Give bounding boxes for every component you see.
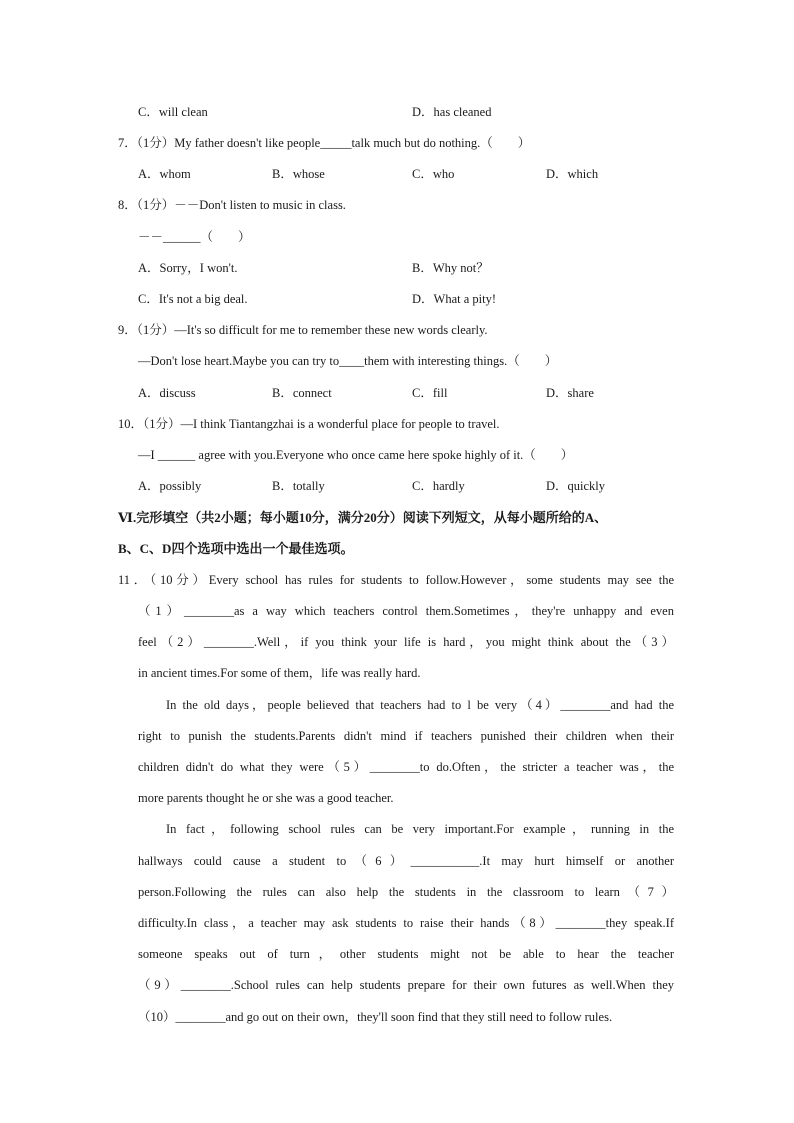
q7-stem xyxy=(0,134,794,152)
passage-line: someone speaks out of turn，other students might not be able to hear the teacher xyxy=(138,947,674,961)
q10-option-c: C．hardly xyxy=(412,479,465,493)
q7-option-d: D．which xyxy=(546,167,599,181)
passage-line: children didn't do what they were（5）________to do.Often，the stricter a teacher was，the xyxy=(138,760,674,774)
section-heading-line-1: Ⅵ.完形填空（共2小题；每小题10分，满分20分）阅读下列短文，从每小题所给的A、 xyxy=(118,510,608,525)
section-heading-cloze xyxy=(0,509,794,527)
q8-reply-text: －－______（ ） xyxy=(138,230,251,244)
q10-options-row xyxy=(0,477,794,495)
q7-option-c: C．who xyxy=(412,167,455,181)
q7-stem-text: 7．（1分）My father doesn't like people_____talk much but do nothing.（ ） xyxy=(118,136,531,150)
passage-line: hallways could cause a student to（6）___________.It may hurt himself or another xyxy=(138,854,674,868)
passage-line: in ancient times.For some of them，life was really hard. xyxy=(138,666,421,680)
q8-option-c: C．It's not a big deal. xyxy=(138,292,248,306)
q8-reply xyxy=(0,228,794,246)
q6-options-row xyxy=(0,103,794,121)
q9-stem xyxy=(0,321,794,339)
passage-line: In the old days，people believed that teachers had to l be very（4）________and had the xyxy=(166,698,674,712)
q10-option-a: A．possibly xyxy=(138,479,202,493)
q7-option-a: A．whom xyxy=(138,167,191,181)
q10-reply xyxy=(0,446,794,464)
q9-option-d: D．share xyxy=(546,386,594,400)
q10-stem xyxy=(0,415,794,433)
q7-options-row xyxy=(0,165,794,183)
q9-reply-text: —Don't lose heart.Maybe you can try to____them with interesting things.（ ） xyxy=(138,354,558,368)
passage-line: right to punish the students.Parents didn't mind if teachers punished their children when their xyxy=(138,729,674,743)
passage-line: （9）________.School rules can help students prepare for their own futures as well.When they xyxy=(138,978,674,992)
passage-line: feel（2）________.Well，if you think your life is hard，you might think about the（3） xyxy=(138,635,674,649)
q8-options-row-1 xyxy=(0,259,794,277)
q10-option-d: D．quickly xyxy=(546,479,606,493)
q9-option-b: B．connect xyxy=(272,386,332,400)
passage-line: 11．（10分）Every school has rules for students to follow.However，some students may see the xyxy=(118,573,674,587)
q8-options-row-2 xyxy=(0,290,794,308)
q8-option-b: B．Why not？ xyxy=(412,261,489,275)
passage-line: （10）________and go out on their own，they'll soon find that they still need to follow rules. xyxy=(138,1010,613,1024)
q8-stem-text: 8．（1分）－－Don't listen to music in class. xyxy=(118,198,346,212)
passage-line: person.Following the rules can also help the students in the classroom to learn（7） xyxy=(138,885,674,899)
q9-option-a: A．discuss xyxy=(138,386,196,400)
q8-option-d: D．What a pity! xyxy=(412,292,497,306)
section-heading-cloze-cont xyxy=(0,540,794,558)
q6-option-d: D．has cleaned xyxy=(412,105,492,119)
section-heading-line-2: B、C、D四个选项中选出一个最佳选项。 xyxy=(118,541,354,556)
q7-option-b: B．whose xyxy=(272,167,325,181)
q10-stem-text: 10．（1分）—I think Tiantangzhai is a wonderful place for people to travel. xyxy=(118,417,500,431)
q8-option-a: A．Sorry，I won't. xyxy=(138,261,238,275)
passage-line: difficulty.In class，a teacher may ask students to raise their hands（8）________they speak.If xyxy=(138,916,674,930)
passage-line: more parents thought he or she was a good teacher. xyxy=(138,791,394,805)
q9-stem-text: 9．（1分）—It's so difficult for me to remember these new words clearly. xyxy=(118,323,488,337)
passage-line: In fact，following school rules can be very important.For example，running in the xyxy=(166,822,674,836)
q9-option-c: C．fill xyxy=(412,386,448,400)
q10-reply-text: —I ______ agree with you.Everyone who once came here spoke highly of it.（ ） xyxy=(138,448,574,462)
q9-reply xyxy=(0,352,794,370)
q8-stem xyxy=(0,196,794,214)
q10-option-b: B．totally xyxy=(272,479,325,493)
q9-options-row xyxy=(0,384,794,402)
q6-option-c: C．will clean xyxy=(138,105,208,119)
passage-line: （1）________as a way which teachers control them.Sometimes，they're unhappy and even xyxy=(138,604,674,618)
